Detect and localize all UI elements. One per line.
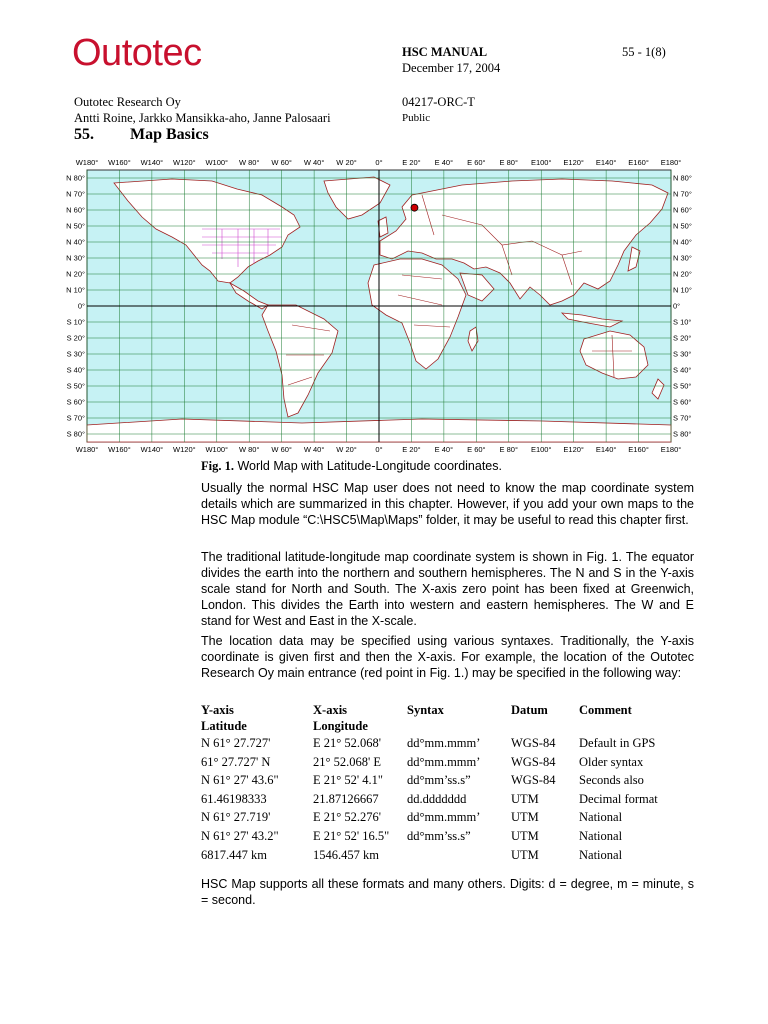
latitude-label: N 80° [673,173,692,183]
latitude-label: S 40° [673,365,692,375]
longitude-label: E100° [530,445,552,454]
latitude-label: S 40° [66,365,85,375]
latitude-label: N 10° [66,285,85,295]
table-row: 6817.447 km 1546.457 km UTM National [201,847,623,862]
longitude-label: W100° [205,445,229,454]
figure-label: Fig. 1. [201,459,234,473]
column-header: Comment [579,703,632,717]
longitude-label: W 20° [336,445,357,454]
latitude-label: N 50° [673,221,692,231]
latitude-label: S 80° [673,429,692,439]
longitude-label: E140° [595,445,617,454]
latitude-label: S 10° [66,317,85,327]
figure-caption-text: World Map with Latitude-Longitude coordinates. [237,459,502,473]
longitude-label: W 60° [271,445,292,454]
longitude-label: W 60° [271,158,292,167]
longitude-label: W 20° [336,158,357,167]
latitude-label: S 10° [673,317,692,327]
column-header: Syntax [407,703,444,717]
longitude-label: W180° [75,445,99,454]
latitude-label: 0° [673,301,681,311]
table-header-row [199,702,711,734]
longitude-label: E 80° [499,158,518,167]
longitude-label: E 20° [402,445,421,454]
table-row: N 61° 27' 43.2" E 21° 52' 16.5" dd°mm’ss.s” UTM National [201,828,623,843]
latitude-label: 0° [77,301,85,311]
latitude-label: S 50° [673,381,692,391]
latitude-label: N 10° [673,285,692,295]
latitude-label: N 40° [673,237,692,247]
longitude-label: E180° [660,445,682,454]
table-row: N 61° 27' 43.6" E 21° 52' 4.1" dd°mm’ss.s” WGS-84 Seconds also [201,773,644,788]
document-date: December 17, 2004 [402,61,501,75]
authors: Antti Roine, Jarkko Mansikka-aho, Janne Palosaari [74,111,331,125]
column-header: Datum [511,703,548,717]
longitude-label: E 40° [434,158,454,167]
paragraph-coordinate-system: The traditional latitude-longitude map coordinate system is shown in Fig. 1. The equator divides the earth into the northern and southern hemispheres. The N and S in the Y-axis scale stand for North and South. The X-axis zero point has been fixed at Greenwich, London. This divides the Earth into western and eastern hemispheres. The W and E stand for West and East in the X-scale. [201,550,694,628]
latitude-label: S 70° [673,413,692,423]
latitude-label: S 70° [66,413,85,423]
section-number: 55. [74,126,94,143]
paragraph-intro: Usually the normal HSC Map user does not need to know the map coordinate system details which are summarized in this chapter. However, if you add your own maps to the HSC Map module “C:\HSC5\Map\Maps” folder, it may be useful to read this chapter first. [201,481,694,527]
longitude-label: E180° [660,158,682,167]
longitude-label: E 80° [499,445,518,454]
latitude-label: S 60° [66,397,85,407]
latitude-label: S 30° [66,349,85,359]
latitude-label: N 50° [66,221,85,231]
longitude-label: 0° [375,158,383,167]
longitude-label: E 60° [467,158,486,167]
longitude-label: E120° [563,445,584,454]
column-header: Y-axis Latitude [201,703,247,733]
latitude-label: S 60° [673,397,692,407]
longitude-label: W180° [75,158,99,167]
longitude-label: E 20° [402,158,421,167]
longitude-label: W160° [108,158,131,167]
longitude-label: W 80° [238,445,260,454]
latitude-label: N 20° [66,269,85,279]
longitude-label: 0° [375,445,383,454]
latitude-label: S 50° [66,381,85,391]
longitude-label: W 40° [303,445,325,454]
figure-caption [201,459,502,474]
document-id: 04217-ORC-T [402,95,475,109]
coordinate-formats-table [199,702,711,864]
longitude-label: W140° [140,445,164,454]
table-row: N 61° 27.719' E 21° 52.276' dd°mm.mmm’ UTM National [201,810,623,825]
longitude-label: E 40° [434,445,454,454]
manual-title: HSC MANUAL [402,45,488,59]
column-header: X-axis Longitude [313,703,368,733]
longitude-label: E160° [628,158,649,167]
longitude-label: W 80° [238,158,260,167]
longitude-label: E160° [628,445,649,454]
latitude-label: N 70° [66,189,85,199]
longitude-label: W140° [140,158,164,167]
latitude-label: S 20° [66,333,85,343]
latitude-label: N 30° [66,253,85,263]
latitude-label: S 20° [673,333,692,343]
latitude-label: N 30° [673,253,692,263]
longitude-label: E 60° [467,445,486,454]
latitude-label: N 20° [673,269,692,279]
table-row: 61.46198333 21.87126667 dd.ddddddd UTM Decimal format [201,791,658,806]
longitude-label: E120° [563,158,584,167]
table-row: 61° 27.727' N 21° 52.068' E dd°mm.mmm’ WGS-84 Older syntax [201,754,644,769]
longitude-label: W 40° [303,158,325,167]
section-title: Map Basics [130,126,209,143]
table-row: N 61° 27.727' E 21° 52.068' dd°mm.mmm’ WGS-84 Default in GPS [201,736,656,750]
longitude-label: W100° [205,158,229,167]
page-number: 55 - 1(8) [622,45,666,59]
latitude-label: N 60° [673,205,692,215]
company-name: Outotec Research Oy [74,95,181,109]
paragraph-location-syntax: The location data may be specified using various syntaxes. Traditionally, the Y-axis coordinate is given first and then the X-axis. For example, the location of the Outotec Research Oy main entrance (red point in Fig. 1.) may be specified in the following way: [201,634,694,680]
outotec-logo: Outotec [72,32,202,74]
latitude-label: S 30° [673,349,692,359]
paragraph-formats-note: HSC Map supports all these formats and many others. Digits: d = degree, m = minute, s = second. [201,877,694,907]
classification: Public [402,112,431,124]
outotec-location-marker [411,204,418,211]
latitude-label: N 40° [66,237,85,247]
longitude-label: W120° [173,158,196,167]
latitude-label: N 80° [66,173,85,183]
world-map [62,155,694,457]
longitude-label: E100° [530,158,552,167]
latitude-label: S 80° [66,429,85,439]
longitude-label: E140° [595,158,617,167]
longitude-label: W160° [108,445,131,454]
longitude-label: W120° [173,445,196,454]
latitude-label: N 70° [673,189,692,199]
latitude-label: N 60° [66,205,85,215]
